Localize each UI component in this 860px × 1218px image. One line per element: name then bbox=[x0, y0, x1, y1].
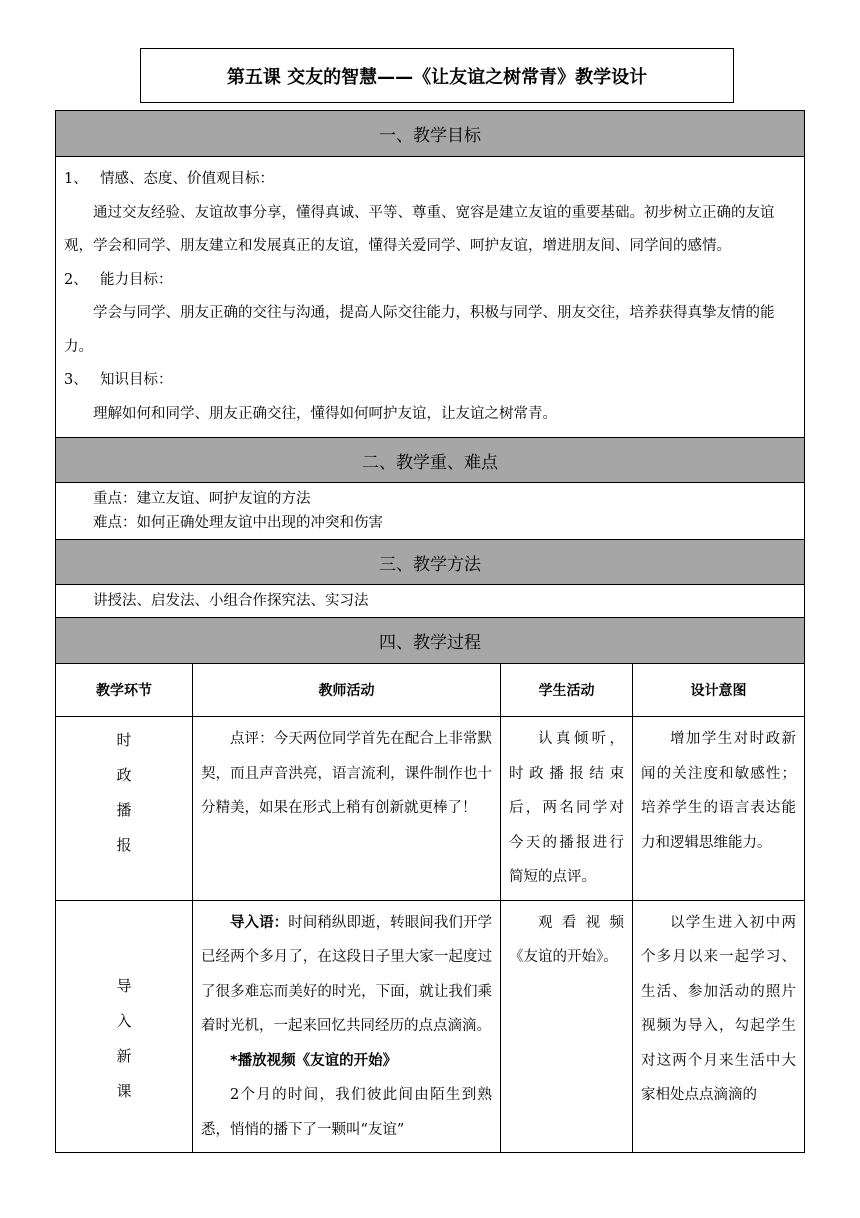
objective-text: 学会与同学、朋友正确的交往与沟通，提高人际交往能力，积极与同学、朋友交往，培养获得真挚友情的能力。 bbox=[64, 305, 775, 355]
methods-body bbox=[56, 585, 805, 618]
student-text: 认真倾听，时政播报结束后，两名同学对今天的播报进行简短的点评。 bbox=[509, 731, 624, 885]
intent-text: 增加学生对时政新闻的关注度和敏感性；培养学生的语言表达能力和逻辑思维能力。 bbox=[641, 731, 796, 851]
objectives-body bbox=[56, 157, 805, 438]
stage-char: 入 bbox=[116, 1011, 132, 1030]
intent-text: 以学生进入初中两个多月以来一起学习、生活、参加活动的照片视频为导入，勾起学生对这两个月来生活中大家相处点点滴滴的 bbox=[641, 914, 796, 1103]
difficulty-text: 难点：如何正确处理友谊中出现的冲突和伤害 bbox=[93, 515, 383, 531]
stage-char: 课 bbox=[116, 1081, 132, 1100]
objective-label: 情感、态度、价值观目标： bbox=[100, 171, 274, 187]
document-title: 第五课 交友的智慧——《让友谊之树常青》教学设计 bbox=[140, 48, 734, 103]
key-points-body bbox=[56, 483, 805, 540]
student-activity bbox=[501, 717, 633, 901]
teacher-activity bbox=[193, 900, 501, 1153]
teacher-text: 点评：今天两位同学首先在配合上非常默契，而且声音洪亮，语言流利，课件制作也十分精美，如果在形式上稍有创新就更棒了！ bbox=[201, 731, 492, 816]
teacher-activity bbox=[193, 717, 501, 901]
stage-char: 导 bbox=[116, 976, 132, 995]
stage-cell bbox=[56, 717, 193, 901]
stage-char: 政 bbox=[116, 766, 132, 784]
section-heading-process: 四、教学过程 bbox=[56, 618, 805, 664]
stage-char: 时 bbox=[116, 731, 132, 749]
student-text: 观看视频《友谊的开始》。 bbox=[509, 914, 624, 965]
column-header: 设计意图 bbox=[633, 664, 805, 717]
teacher-text: 2个月的时间，我们彼此间由陌生到熟悉，悄悄的播下了一颗叫“友谊” bbox=[201, 1087, 492, 1138]
lesson-plan-table bbox=[55, 110, 805, 1153]
column-header: 教学环节 bbox=[56, 664, 193, 717]
section-heading-methods: 三、教学方法 bbox=[56, 540, 805, 585]
design-intent bbox=[633, 900, 805, 1153]
student-activity bbox=[501, 900, 633, 1153]
design-intent bbox=[633, 717, 805, 901]
column-header: 学生活动 bbox=[501, 664, 633, 717]
methods-text: 讲授法、启发法、小组合作探究法、实习法 bbox=[93, 593, 369, 609]
intro-label: 导入语： bbox=[230, 914, 289, 931]
teacher-text: 时间稍纵即逝，转眼间我们开学已经两个多月了，在这段日子里大家一起度过了很多难忘而美好的时光，下面，就让我们乘着时光机，一起来回忆共同经历的点点滴滴。 bbox=[201, 914, 493, 1034]
stage-cell bbox=[56, 900, 193, 1153]
section-heading-key-points: 二、教学重、难点 bbox=[56, 438, 805, 483]
process-header-row bbox=[56, 664, 805, 717]
table-row bbox=[56, 900, 805, 1153]
video-instruction: *播放视频《友谊的开始》 bbox=[230, 1052, 398, 1069]
stage-char: 新 bbox=[116, 1046, 132, 1065]
item-number: 1、 bbox=[64, 171, 88, 187]
item-number: 2、 bbox=[64, 271, 88, 288]
table-row bbox=[56, 717, 805, 901]
objective-text: 通过交友经验、友谊故事分享，懂得真诚、平等、尊重、宽容是建立友谊的重要基础。初步树立正确的友谊观，学会和同学、朋友建立和发展真正的友谊，懂得关爱同学、呵护友谊，增进朋友间、同学间的感情。 bbox=[64, 204, 775, 254]
objective-label: 能力目标： bbox=[100, 271, 173, 288]
stage-char: 播 bbox=[116, 801, 132, 819]
key-point-text: 重点：建立友谊、呵护友谊的方法 bbox=[93, 491, 311, 507]
item-number: 3、 bbox=[64, 372, 88, 388]
objective-text: 理解如何和同学、朋友正确交往，懂得如何呵护友谊，让友谊之树常青。 bbox=[93, 405, 557, 422]
section-heading-objectives: 一、教学目标 bbox=[56, 111, 805, 157]
column-header: 教师活动 bbox=[193, 664, 501, 717]
objective-label: 知识目标： bbox=[100, 372, 173, 388]
stage-char: 报 bbox=[116, 836, 132, 854]
